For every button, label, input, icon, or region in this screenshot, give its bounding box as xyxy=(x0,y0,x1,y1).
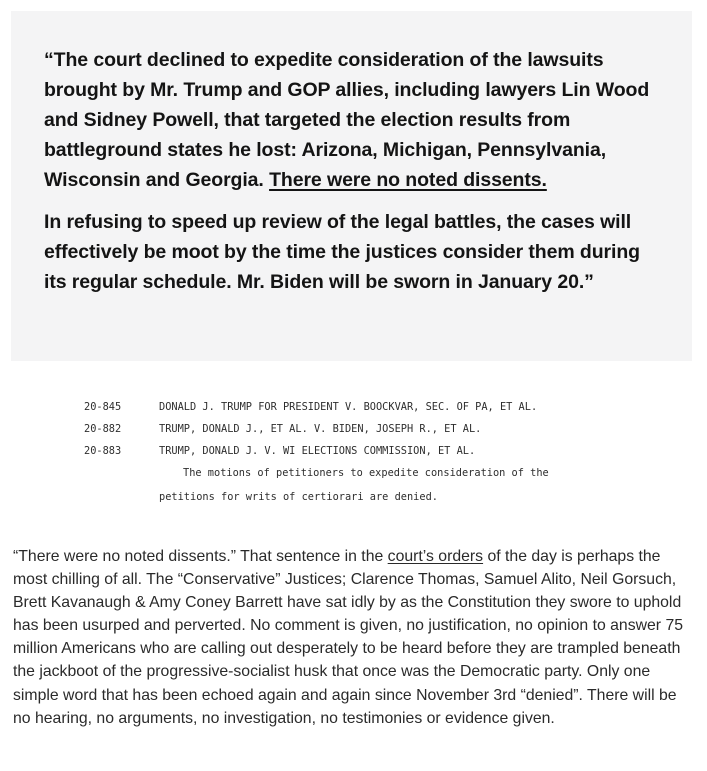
blockquote xyxy=(11,11,692,361)
docket-case-name: TRUMP, DONALD J. V. WI ELECTIONS COMMISSION, ET AL. xyxy=(159,445,476,457)
docket-row xyxy=(84,420,644,442)
docket-case-name: TRUMP, DONALD J., ET AL. V. BIDEN, JOSEPH R., ET AL. xyxy=(159,423,482,435)
docket-number: 20-845 xyxy=(84,401,122,413)
quote-paragraph-1 xyxy=(44,45,664,195)
court-orders-link[interactable]: court’s orders xyxy=(387,548,484,565)
order-text xyxy=(159,461,644,509)
quote-paragraph-1-text: “The court declined to expedite consideration of the lawsuits brought by Mr. Trump and GOP allies, including lawyers Lin Wood and Sidney Powell, that targeted the election results from battleground states he lost: Arizona, Michigan, Pennsylvania, Wisconsin and Georgia. xyxy=(44,49,650,191)
order-line-2: petitions for writs of certiorari are denied. xyxy=(159,491,438,503)
article-text-after-link: of the day is perhaps the most chilling of all. The “Conservative” Justices; Clarence Thomas, Samuel Alito, Neil Gorsuch, Brett Kavanaugh & Amy Coney Barrett have sat idly by as the Constitution they swore to uphold has been usurped and perverted. No comment is given, no justification, no opinion to answer 75 million Americans who are calling out desperately to be heard before they are trampled beneath the jackboot of the progressive-socialist husk that once was the Democratic party. Only one simple word that has been echoed again and again since November 3rd “denied”. There will be no hearing, no arguments, no investigation, no testimonies or evidence given. xyxy=(13,548,684,727)
article-text-before-link: “There were no noted dissents.” That sentence in the xyxy=(13,548,388,565)
docket-case-name: DONALD J. TRUMP FOR PRESIDENT V. BOOCKVAR, SEC. OF PA, ET AL. xyxy=(159,401,538,413)
docket-number: 20-882 xyxy=(84,423,122,435)
quote-underlined-sentence: There were no noted dissents. xyxy=(269,169,547,191)
article-paragraph xyxy=(13,545,697,730)
docket-row xyxy=(84,398,644,420)
order-line-1: The motions of petitioners to expedite consideration of the xyxy=(183,467,549,479)
court-order-image xyxy=(84,398,644,509)
quote-paragraph-2: In refusing to speed up review of the legal battles, the cases will effectively be moot by the time the justices consider them during its regular schedule. Mr. Biden will be sworn in January 20.” xyxy=(44,211,640,293)
docket-number: 20-883 xyxy=(84,445,122,457)
